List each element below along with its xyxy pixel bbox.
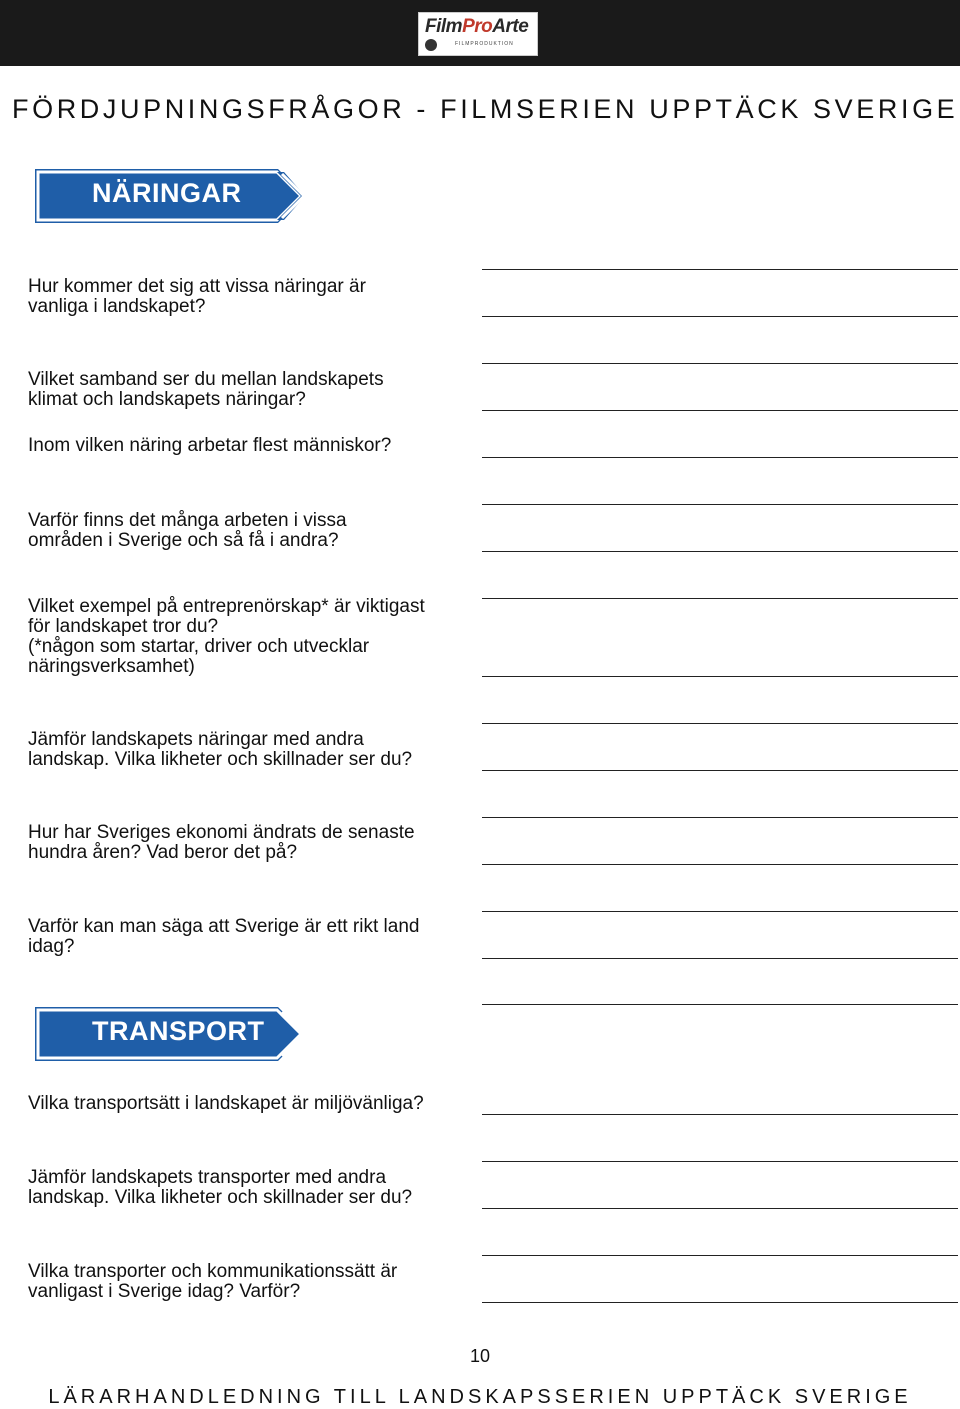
film-reel-icon — [425, 39, 437, 51]
naringar-question-3 — [28, 436, 478, 456]
answer-line[interactable] — [482, 1004, 958, 1005]
logo-wordmark: FilmProArte — [425, 16, 529, 37]
question-text-line: landskap. Vilka likheter och skillnader ser du? — [28, 749, 413, 770]
answer-line[interactable] — [482, 410, 958, 411]
question-text-line: Varför kan man säga att Sverige är ett rikt land — [28, 916, 420, 937]
answer-line[interactable] — [482, 457, 958, 458]
question-text-line: Jämför landskapets transporter med andra — [28, 1167, 387, 1188]
logo-subtext: FILMPRODUKTION — [455, 41, 514, 47]
footer-text: LÄRARHANDLEDNING TILL LANDSKAPSSERIEN UPPTÄCK SVERIGE — [48, 1386, 912, 1408]
answer-line[interactable] — [482, 911, 958, 912]
answer-line[interactable] — [482, 770, 958, 771]
question-text-line: för landskapet tror du? — [28, 616, 219, 637]
answer-line[interactable] — [482, 676, 958, 677]
answer-line[interactable] — [482, 1161, 958, 1162]
answer-line[interactable] — [482, 363, 958, 364]
naringar-question-6 — [28, 730, 478, 770]
question-text-line: Vilket samband ser du mellan landskapets — [28, 369, 384, 390]
question-text-line: Vilka transporter och kommunikationssätt är — [28, 1261, 398, 1282]
answer-line[interactable] — [482, 269, 958, 270]
question-text-line: Jämför landskapets näringar med andra — [28, 729, 364, 750]
answer-line[interactable] — [482, 958, 958, 959]
question-text-line: idag? — [28, 936, 75, 957]
transport-question-2 — [28, 1168, 478, 1208]
question-text-line: (*någon som startar, driver och utvecklar — [28, 636, 370, 657]
answer-line[interactable] — [482, 1302, 958, 1303]
question-text-line: klimat och landskapets näringar? — [28, 389, 306, 410]
transport-question-3 — [28, 1262, 478, 1302]
answer-line[interactable] — [482, 1114, 958, 1115]
naringar-question-4 — [28, 511, 478, 551]
question-text-line: vanligast i Sverige idag? Varför? — [28, 1281, 301, 1302]
question-text-line: vanliga i landskapet? — [28, 296, 206, 317]
answer-line[interactable] — [482, 723, 958, 724]
answer-line[interactable] — [482, 817, 958, 818]
question-text-line: landskap. Vilka likheter och skillnader ser du? — [28, 1187, 413, 1208]
naringar-question-8 — [28, 917, 478, 957]
answer-line[interactable] — [482, 598, 958, 599]
transport-sign — [34, 1006, 306, 1062]
page-number: 10 — [469, 1346, 491, 1366]
page-title: FÖRDJUPNINGSFRÅGOR - FILMSERIEN UPPTÄCK SVERIGE — [12, 94, 959, 124]
question-text-line: Vilka transportsätt i landskapet är miljövänliga? — [28, 1093, 424, 1114]
header-bar — [0, 0, 960, 66]
answer-line[interactable] — [482, 504, 958, 505]
sign-label: TRANSPORT — [92, 1016, 265, 1046]
answer-line[interactable] — [482, 1255, 958, 1256]
naringar-question-1 — [28, 277, 478, 317]
naringar-question-5 — [28, 597, 478, 677]
question-text-line: Hur har Sveriges ekonomi ändrats de senaste — [28, 822, 415, 843]
transport-question-1 — [28, 1094, 478, 1114]
question-text-line: hundra åren? Vad beror det på? — [28, 842, 298, 863]
question-text-line: näringsverksamhet) — [28, 656, 195, 677]
question-text-line: Vilket exempel på entreprenörskap* är viktigast — [28, 596, 425, 617]
naringar-question-7 — [28, 823, 478, 863]
question-text-line: Inom vilken näring arbetar flest människor? — [28, 435, 392, 456]
question-text-line: Varför finns det många arbeten i vissa — [28, 510, 347, 531]
answer-line[interactable] — [482, 1208, 958, 1209]
answer-line[interactable] — [482, 551, 958, 552]
question-text-line: områden i Sverige och så få i andra? — [28, 530, 339, 551]
naringar-sign — [34, 168, 306, 224]
answer-line[interactable] — [482, 864, 958, 865]
sign-label: NÄRINGAR — [92, 178, 242, 208]
question-text-line: Hur kommer det sig att vissa näringar är — [28, 276, 366, 297]
answer-line[interactable] — [482, 316, 958, 317]
filmproarte-logo — [418, 12, 538, 56]
naringar-question-2 — [28, 370, 478, 410]
